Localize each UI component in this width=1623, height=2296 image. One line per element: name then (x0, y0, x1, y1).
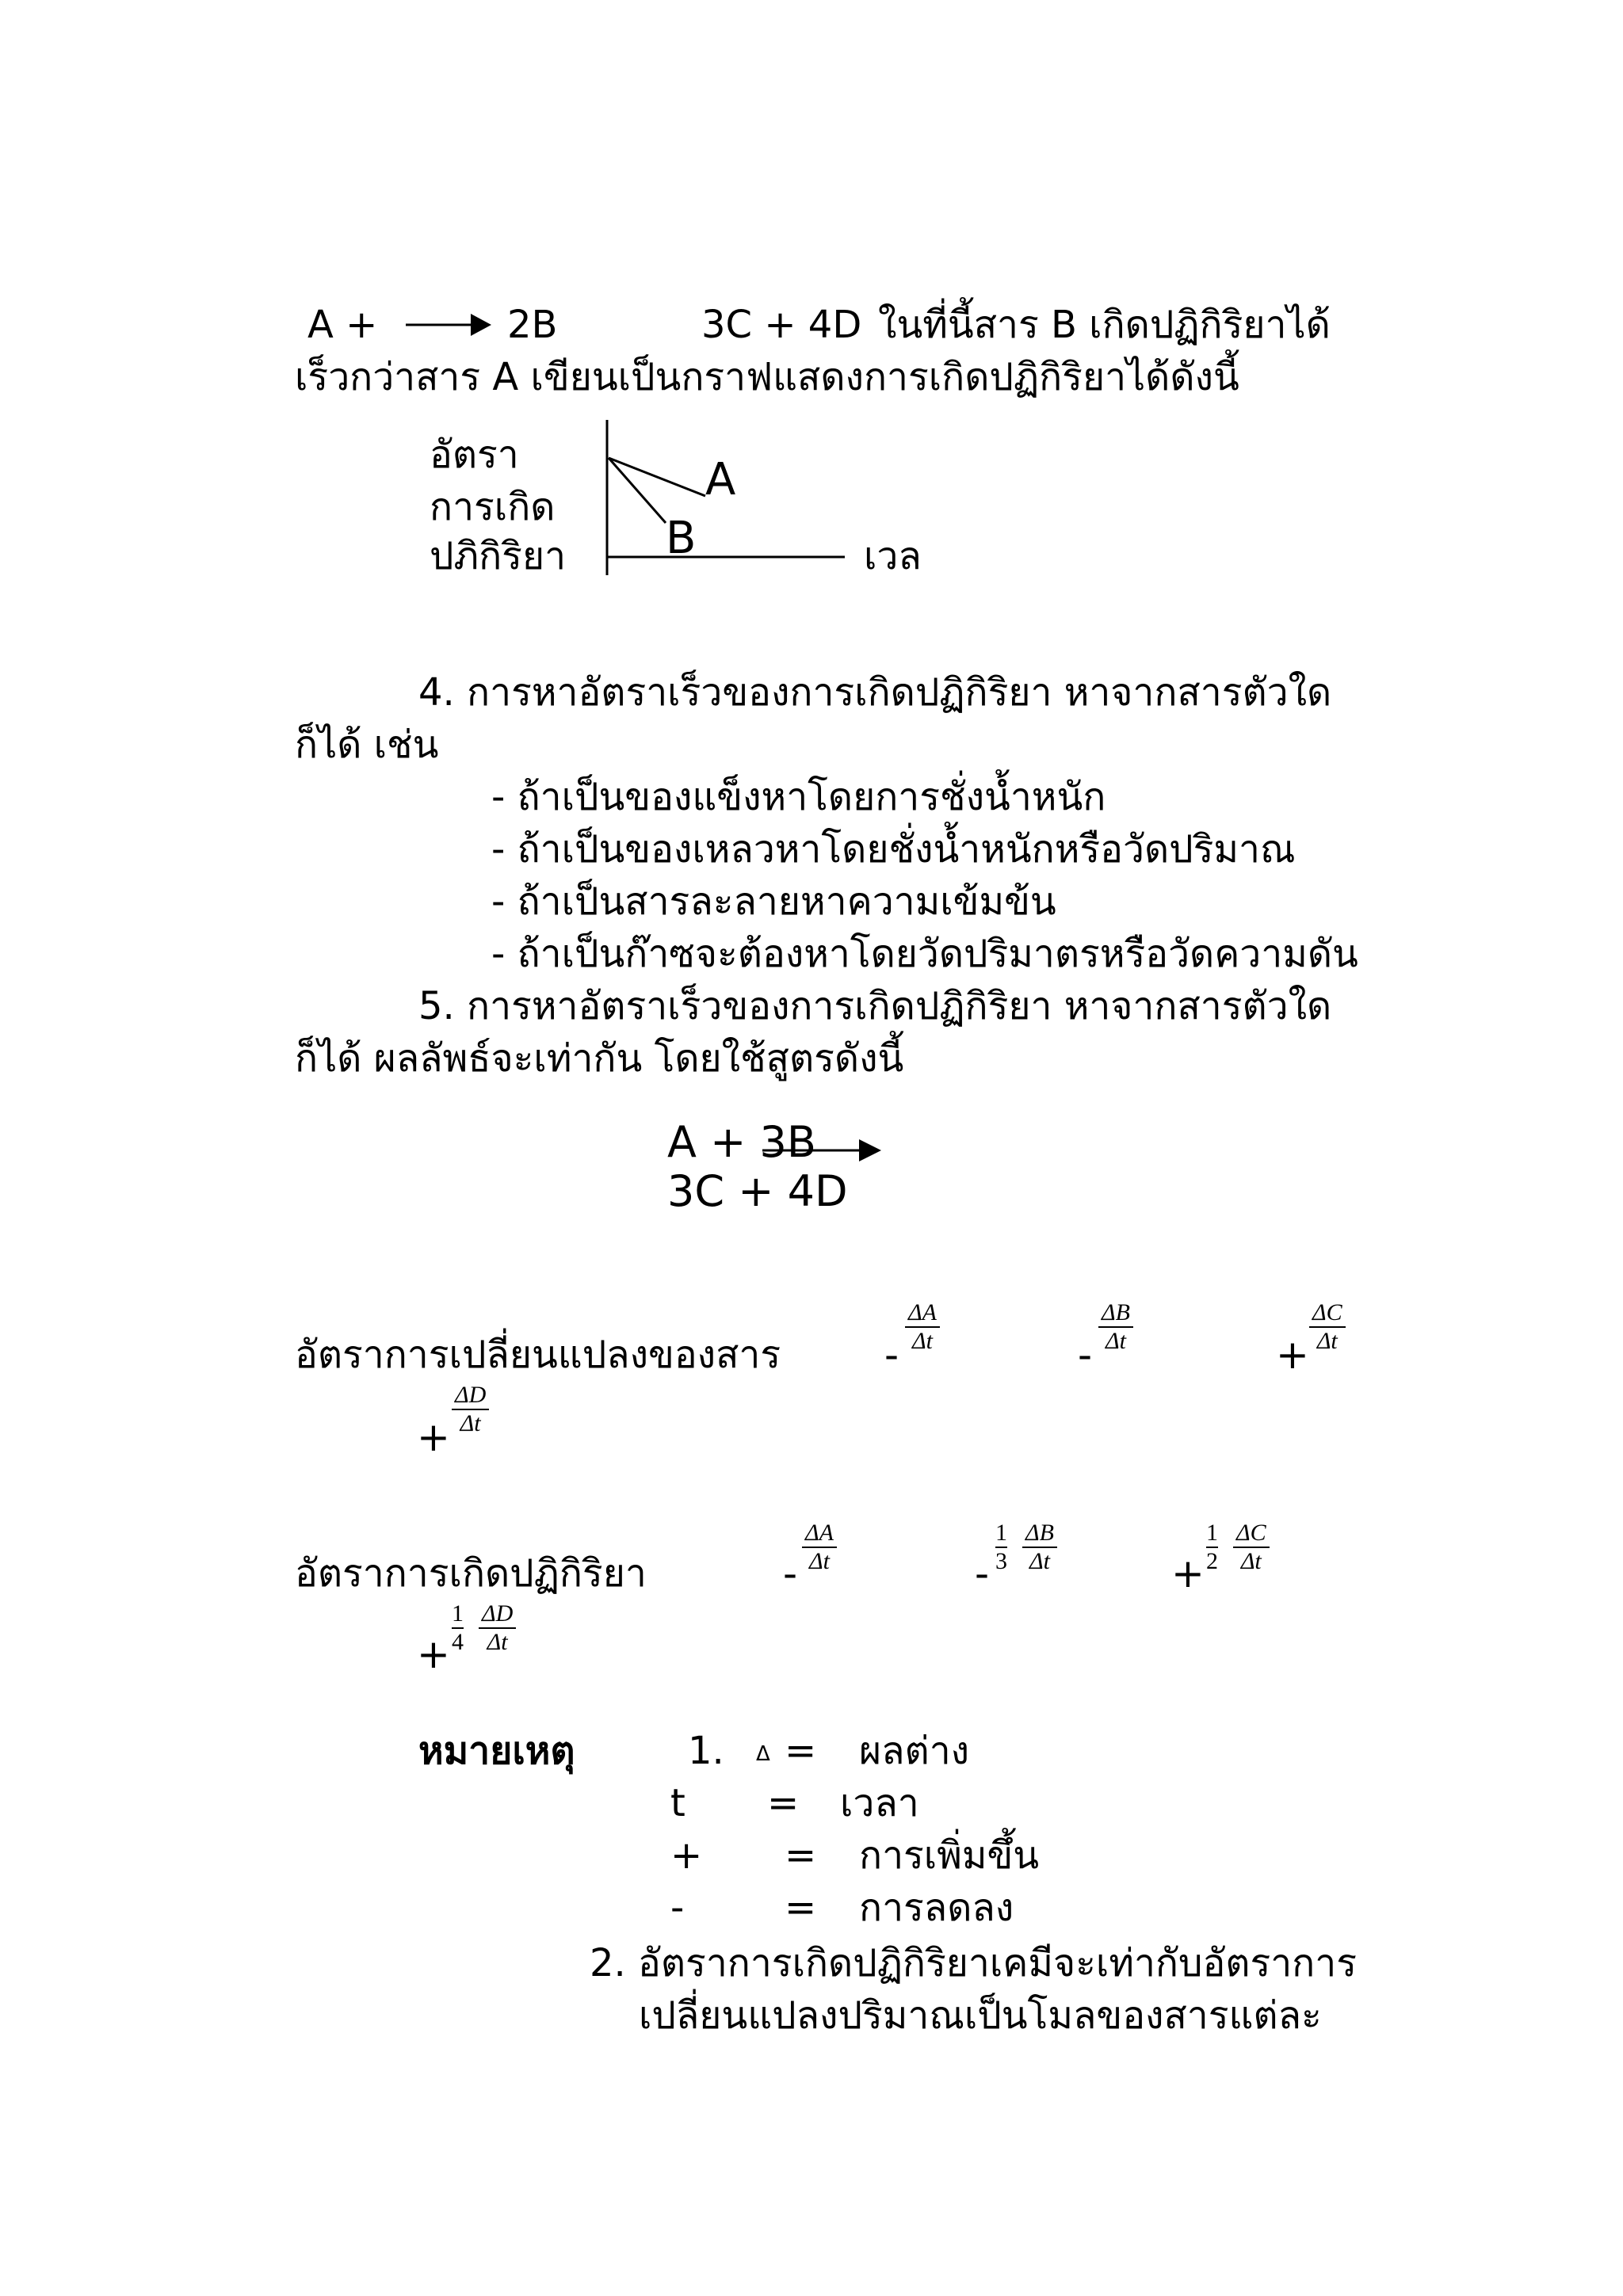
note-delta-symbol: Δ (756, 1742, 770, 1766)
rate-change-label: อัตราการเปลี่ยนแปลงของสาร (295, 1333, 781, 1377)
frac-den: Δt (1029, 1548, 1050, 1574)
rate-reaction-coef-d (452, 1600, 464, 1656)
rate-reaction-sign-c: + (1171, 1550, 1205, 1596)
eq1-reactant-b: 2B (507, 303, 558, 347)
note-t-text: เวลา (840, 1781, 919, 1825)
note-minus-text: การลดลง (859, 1886, 1014, 1930)
rate-change-frac-c (1309, 1299, 1346, 1355)
graph-line-b (609, 458, 666, 523)
bullet-solution: - ถ้าเป็นสารละลายหาความเข้มข้น (491, 879, 1056, 924)
eq1-description: ในที่นี้สาร B เกิดปฏิกิริยาได้ (878, 303, 1331, 347)
graph-line-a (609, 458, 705, 496)
item5-line2: ก็ได้ ผลลัพธ์จะเท่ากัน โดยใช้สูตรดังนี้ (295, 1036, 904, 1081)
item4-line2: ก็ได้ เช่น (295, 723, 439, 767)
note-minus-symbol: - (670, 1886, 685, 1930)
rate-reaction-frac-d (479, 1600, 516, 1656)
rate-change-sign-d: + (417, 1414, 450, 1460)
frac-den: Δt (1240, 1548, 1262, 1574)
item4-line1: 4. การหาอัตราเร็วของการเกิดปฏิกิริยา หาจากสารตัวใด (418, 670, 1332, 715)
item5-line1: 5. การหาอัตราเร็วของการเกิดปฏิกิริยา หาจากสารตัวใด (418, 984, 1332, 1028)
frac-den: Δt (1105, 1328, 1126, 1354)
note-minus-equals: = (785, 1886, 817, 1930)
coef-den: 2 (1206, 1548, 1218, 1574)
frac-num: ΔB (1022, 1520, 1057, 1548)
coef-den: 4 (452, 1629, 464, 1655)
note-t-symbol: t (670, 1781, 685, 1825)
rate-reaction-sign-a: - (783, 1550, 798, 1596)
frac-den: Δt (808, 1548, 830, 1574)
coef-num: 1 (1206, 1520, 1218, 1548)
eq1-reactant-a: A + (307, 303, 378, 347)
intro-line: เร็วกว่าสาร A เขียนเป็นกราฟแสดงการเกิดปฏิกิริยาได้ดังนี้ (295, 355, 1239, 399)
rate-reaction-coef-c (1206, 1520, 1218, 1575)
graph-label-a: A (705, 454, 736, 505)
frac-num: ΔD (479, 1600, 516, 1629)
rate-change-sign-c: + (1276, 1332, 1309, 1378)
note-2-line2: เปลี่ยนแปลงปริมาณเป็นโมลของสารแต่ละ (639, 1993, 1322, 2038)
frac-num: ΔC (1309, 1299, 1346, 1328)
rate-change-sign-a: - (884, 1332, 899, 1378)
rate-reaction-frac-b (1022, 1520, 1057, 1575)
note-delta-equals: = (785, 1729, 817, 1773)
note-delta-text: ผลต่าง (859, 1729, 970, 1773)
eq1-products: 3C + 4D (701, 303, 862, 347)
frac-num: ΔA (802, 1520, 837, 1548)
note-plus-equals: = (785, 1833, 817, 1878)
rate-change-frac-d (452, 1382, 489, 1437)
graph-label-b: B (666, 513, 697, 564)
frac-num: ΔB (1098, 1299, 1133, 1328)
frac-num: ΔC (1233, 1520, 1270, 1548)
rate-reaction-sign-b: - (975, 1550, 990, 1596)
eq1-arrow-head (471, 314, 491, 336)
rate-reaction-label: อัตราการเกิดปฏิกิริยา (295, 1551, 647, 1596)
graph-ylabel-3: ปภิกิริยา (430, 534, 567, 578)
note-t-equals: = (767, 1781, 800, 1825)
bullet-solid: - ถ้าเป็นของแข็งหาโดยการชั่งน้ำหนัก (491, 775, 1106, 819)
frac-num: ΔD (452, 1382, 489, 1410)
eq2-arrow-head (859, 1139, 881, 1161)
graph-xlabel: เวล (864, 534, 922, 578)
rate-reaction-sign-d: + (417, 1631, 450, 1677)
coef-num: 1 (995, 1520, 1007, 1548)
rate-change-frac-b (1098, 1299, 1133, 1355)
frac-den: Δt (1316, 1328, 1338, 1354)
rate-change-sign-b: - (1078, 1332, 1093, 1378)
note-plus-text: การเพิ่มขึ้น (859, 1833, 1040, 1878)
graph-ylabel-2: การเกิด (430, 485, 556, 529)
eq2-right: 3C + 4D (667, 1166, 848, 1216)
frac-den: Δt (487, 1629, 508, 1655)
eq2-left: A + 3B (667, 1117, 816, 1167)
eq2-right-clip (667, 1166, 905, 1216)
rate-reaction-frac-c (1233, 1520, 1270, 1575)
coef-den: 3 (995, 1548, 1007, 1574)
rate-change-frac-a (905, 1299, 940, 1355)
rate-reaction-frac-a (802, 1520, 837, 1575)
note-plus-symbol: + (670, 1833, 703, 1878)
note-2-line1: 2. อัตราการเกิดปฏิกิริยาเคมีจะเท่ากับอัตราการ (590, 1941, 1357, 1985)
frac-num: ΔA (905, 1299, 940, 1328)
graph-ylabel-1: อัตรา (430, 433, 519, 477)
note-title: หมายเหตุ (418, 1729, 575, 1773)
bullet-gas: - ถ้าเป็นก๊าซจะต้องหาโดยวัดปริมาตรหรือวัดความดัน (491, 932, 1358, 976)
rate-reaction-coef-b (995, 1520, 1007, 1575)
note-number-1: 1. (688, 1729, 724, 1773)
coef-num: 1 (452, 1600, 464, 1629)
bullet-liquid: - ถ้าเป็นของเหลวหาโดยชั่งน้ำหนักหรือวัดปริมาณ (491, 827, 1296, 871)
frac-den: Δt (911, 1328, 933, 1354)
frac-den: Δt (460, 1410, 481, 1436)
